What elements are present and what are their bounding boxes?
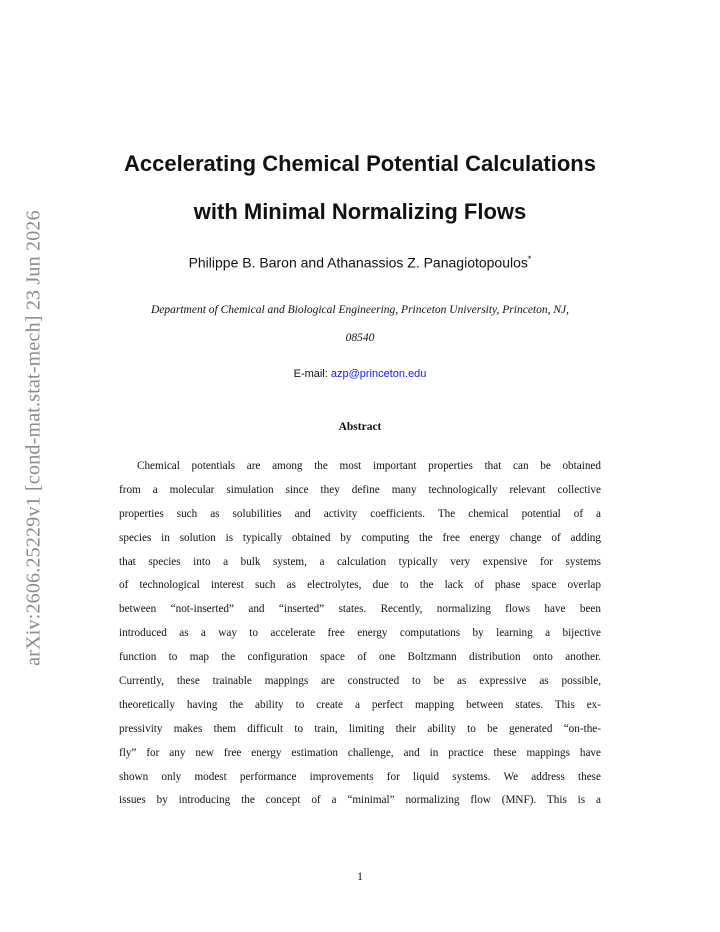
abstract-line: that species into a bulk system, a calculation typically very expensive for systems [119, 555, 601, 568]
contact-email [60, 368, 660, 380]
abstract-line: species in solution is typically obtained by computing the free energy change of adding [119, 531, 601, 544]
email-label: E-mail: [293, 368, 331, 380]
email-link[interactable]: azp@princeton.edu [330, 368, 427, 380]
abstract-line: issues by introducing the concept of a “minimal” normalizing flow (MNF). This is a [119, 794, 601, 807]
abstract-body [119, 455, 601, 813]
abstract-line: theoretically having the ability to create a perfect mapping between states. This ex- [119, 698, 601, 711]
abstract-line: between “not-inserted” and “inserted” states. Recently, normalizing flows have been [119, 603, 601, 616]
title-line-1: Accelerating Chemical Potential Calculations [124, 151, 596, 176]
abstract-line: properties such as solubilities and activity coefficients. The chemical potential of a [119, 507, 601, 520]
paper-title [60, 140, 660, 236]
affiliation-line-2: 08540 [345, 332, 375, 344]
abstract-line: function to map the configuration space of one Boltzmann distribution onto another. [119, 651, 601, 664]
abstract-heading: Abstract [338, 421, 382, 433]
author-list [60, 254, 660, 271]
abstract-line: fly” for any new free energy estimation challenge, and in practice these mappings have [119, 746, 601, 759]
page-number: 1 [357, 871, 363, 883]
authors-text: Philippe B. Baron and Athanassios Z. Panagiotopoulos [188, 254, 528, 271]
affiliation-line-1: Department of Chemical and Biological Engineering, Princeton University, Princeton, NJ, [150, 304, 570, 316]
abstract-line: from a molecular simulation since they define many technologically relevant collective [119, 483, 601, 496]
affiliation [86, 296, 634, 352]
title-line-2: with Minimal Normalizing Flows [193, 199, 527, 224]
abstract-line: shown only modest performance improvements for liquid systems. We address these [119, 770, 601, 783]
abstract-line: pressivity makes them difficult to train, limiting their ability to be generated “on-the- [119, 722, 601, 735]
abstract-line: of technological interest such as electrolytes, due to the lack of phase space overlap [119, 579, 601, 592]
arxiv-identifier: arXiv:2606.25229v1 [cond-mat.stat-mech] 23 Jun 2026 [22, 210, 45, 666]
abstract-line: Chemical potentials are among the most important properties that can be obtained [137, 460, 601, 472]
abstract-line: Currently, these trainable mappings are constructed to be as expressive as possible, [119, 675, 601, 688]
corresponding-author-mark: * [527, 254, 532, 264]
abstract-line: introduced as a way to accelerate free energy computations by learning a bijective [119, 627, 601, 640]
